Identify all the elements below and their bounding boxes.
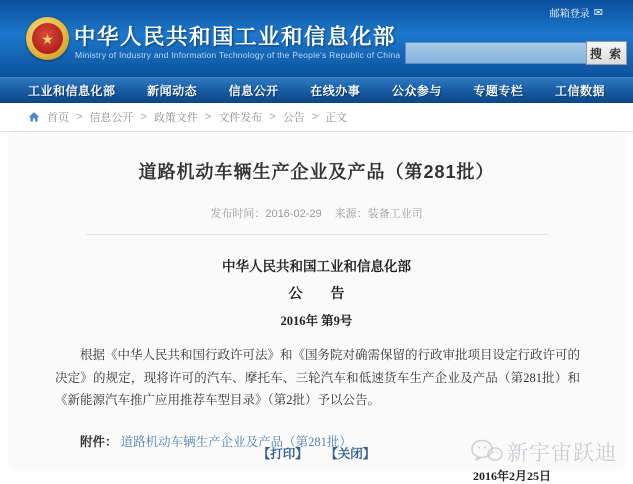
nav-item-ministry[interactable]: 工业和信息化部 [28, 84, 116, 98]
main-nav [0, 77, 633, 103]
breadcrumb-separator: > [311, 111, 319, 123]
breadcrumb-info-disclosure[interactable]: 信息公开 [89, 112, 134, 124]
search-box [405, 42, 587, 64]
sign-date: 2016年2月25日 [472, 468, 551, 483]
article-paragraph: 根据《中华人民共和国行政许可法》和《国务院对确需保留的行政审批项目设定行政许可的决定》的规定，现将许可的汽车、摩托车、三轮汽车和低速货车生产企业及产品（第281批）和《新能源汽车推广应用推荐车型目录》（第2批）予以公告。 [55, 348, 581, 407]
attachment-label: 附件： [80, 434, 118, 449]
watermark [470, 437, 617, 467]
emblem-star-icon: ★ [41, 30, 54, 47]
article-meta [10, 205, 623, 221]
breadcrumb-policy-documents[interactable]: 政策文件 [153, 112, 198, 124]
national-emblem-icon [32, 23, 63, 54]
site-title: 中华人民共和国工业和信息化部 [74, 25, 397, 49]
watermark-text: 新宇宙跃迪 [507, 442, 617, 465]
nav-item-public-participation[interactable]: 公众参与 [391, 84, 442, 98]
breadcrumb [0, 103, 633, 132]
breadcrumb-separator: > [269, 111, 276, 123]
attachment-link[interactable]: 道路机动车辆生产企业及产品（第281批） [120, 434, 352, 449]
article-title: 道路机动车辆生产企业及产品（第281批） [138, 162, 495, 182]
article-source: 来源：装备工业司 [334, 208, 423, 220]
breadcrumb-current-page: 正文 [325, 112, 348, 124]
close-button[interactable]: 【关闭】 [325, 447, 376, 461]
document-notice-line: 公 告 [288, 287, 345, 302]
print-button[interactable]: 【打印】 [257, 447, 308, 461]
nav-item-online-services[interactable]: 在线办事 [310, 84, 361, 98]
search-button[interactable]: 搜 索 [586, 41, 627, 65]
breadcrumb-separator: > [204, 111, 212, 123]
mail-login-label: 邮箱登录 [549, 9, 590, 20]
nav-item-news[interactable]: 新闻动态 [147, 84, 198, 98]
national-emblem-logo[interactable] [26, 17, 69, 60]
breadcrumb-separator: > [76, 111, 83, 123]
document-org-line: 中华人民共和国工业和信息化部 [222, 259, 411, 274]
mail-icon: ✉ [593, 7, 603, 19]
meta-divider [86, 234, 548, 235]
home-icon[interactable] [28, 111, 40, 123]
document-number-line: 2016年 第9号 [280, 314, 353, 328]
breadcrumb-separator: > [140, 111, 147, 123]
article-container [10, 132, 623, 483]
site-header [0, 0, 633, 77]
nav-item-miit-data[interactable]: 工信数据 [554, 84, 605, 98]
nav-item-special-topics[interactable]: 专题专栏 [473, 84, 524, 98]
site-subtitle-english: Ministry of Industry and Information Technology of the People's Republic of China [75, 50, 401, 60]
publish-time: 发布时间：2016-02-29 [210, 208, 322, 220]
breadcrumb-home[interactable]: 首页 [47, 112, 69, 124]
breadcrumb-document-release[interactable]: 文件发布 [218, 112, 263, 124]
search-input[interactable] [406, 43, 587, 63]
mail-login-link[interactable] [550, 5, 603, 20]
breadcrumb-announcement[interactable]: 公告 [282, 112, 305, 124]
nav-item-info-disclosure[interactable]: 信息公开 [228, 84, 279, 98]
wechat-icon [470, 438, 504, 466]
